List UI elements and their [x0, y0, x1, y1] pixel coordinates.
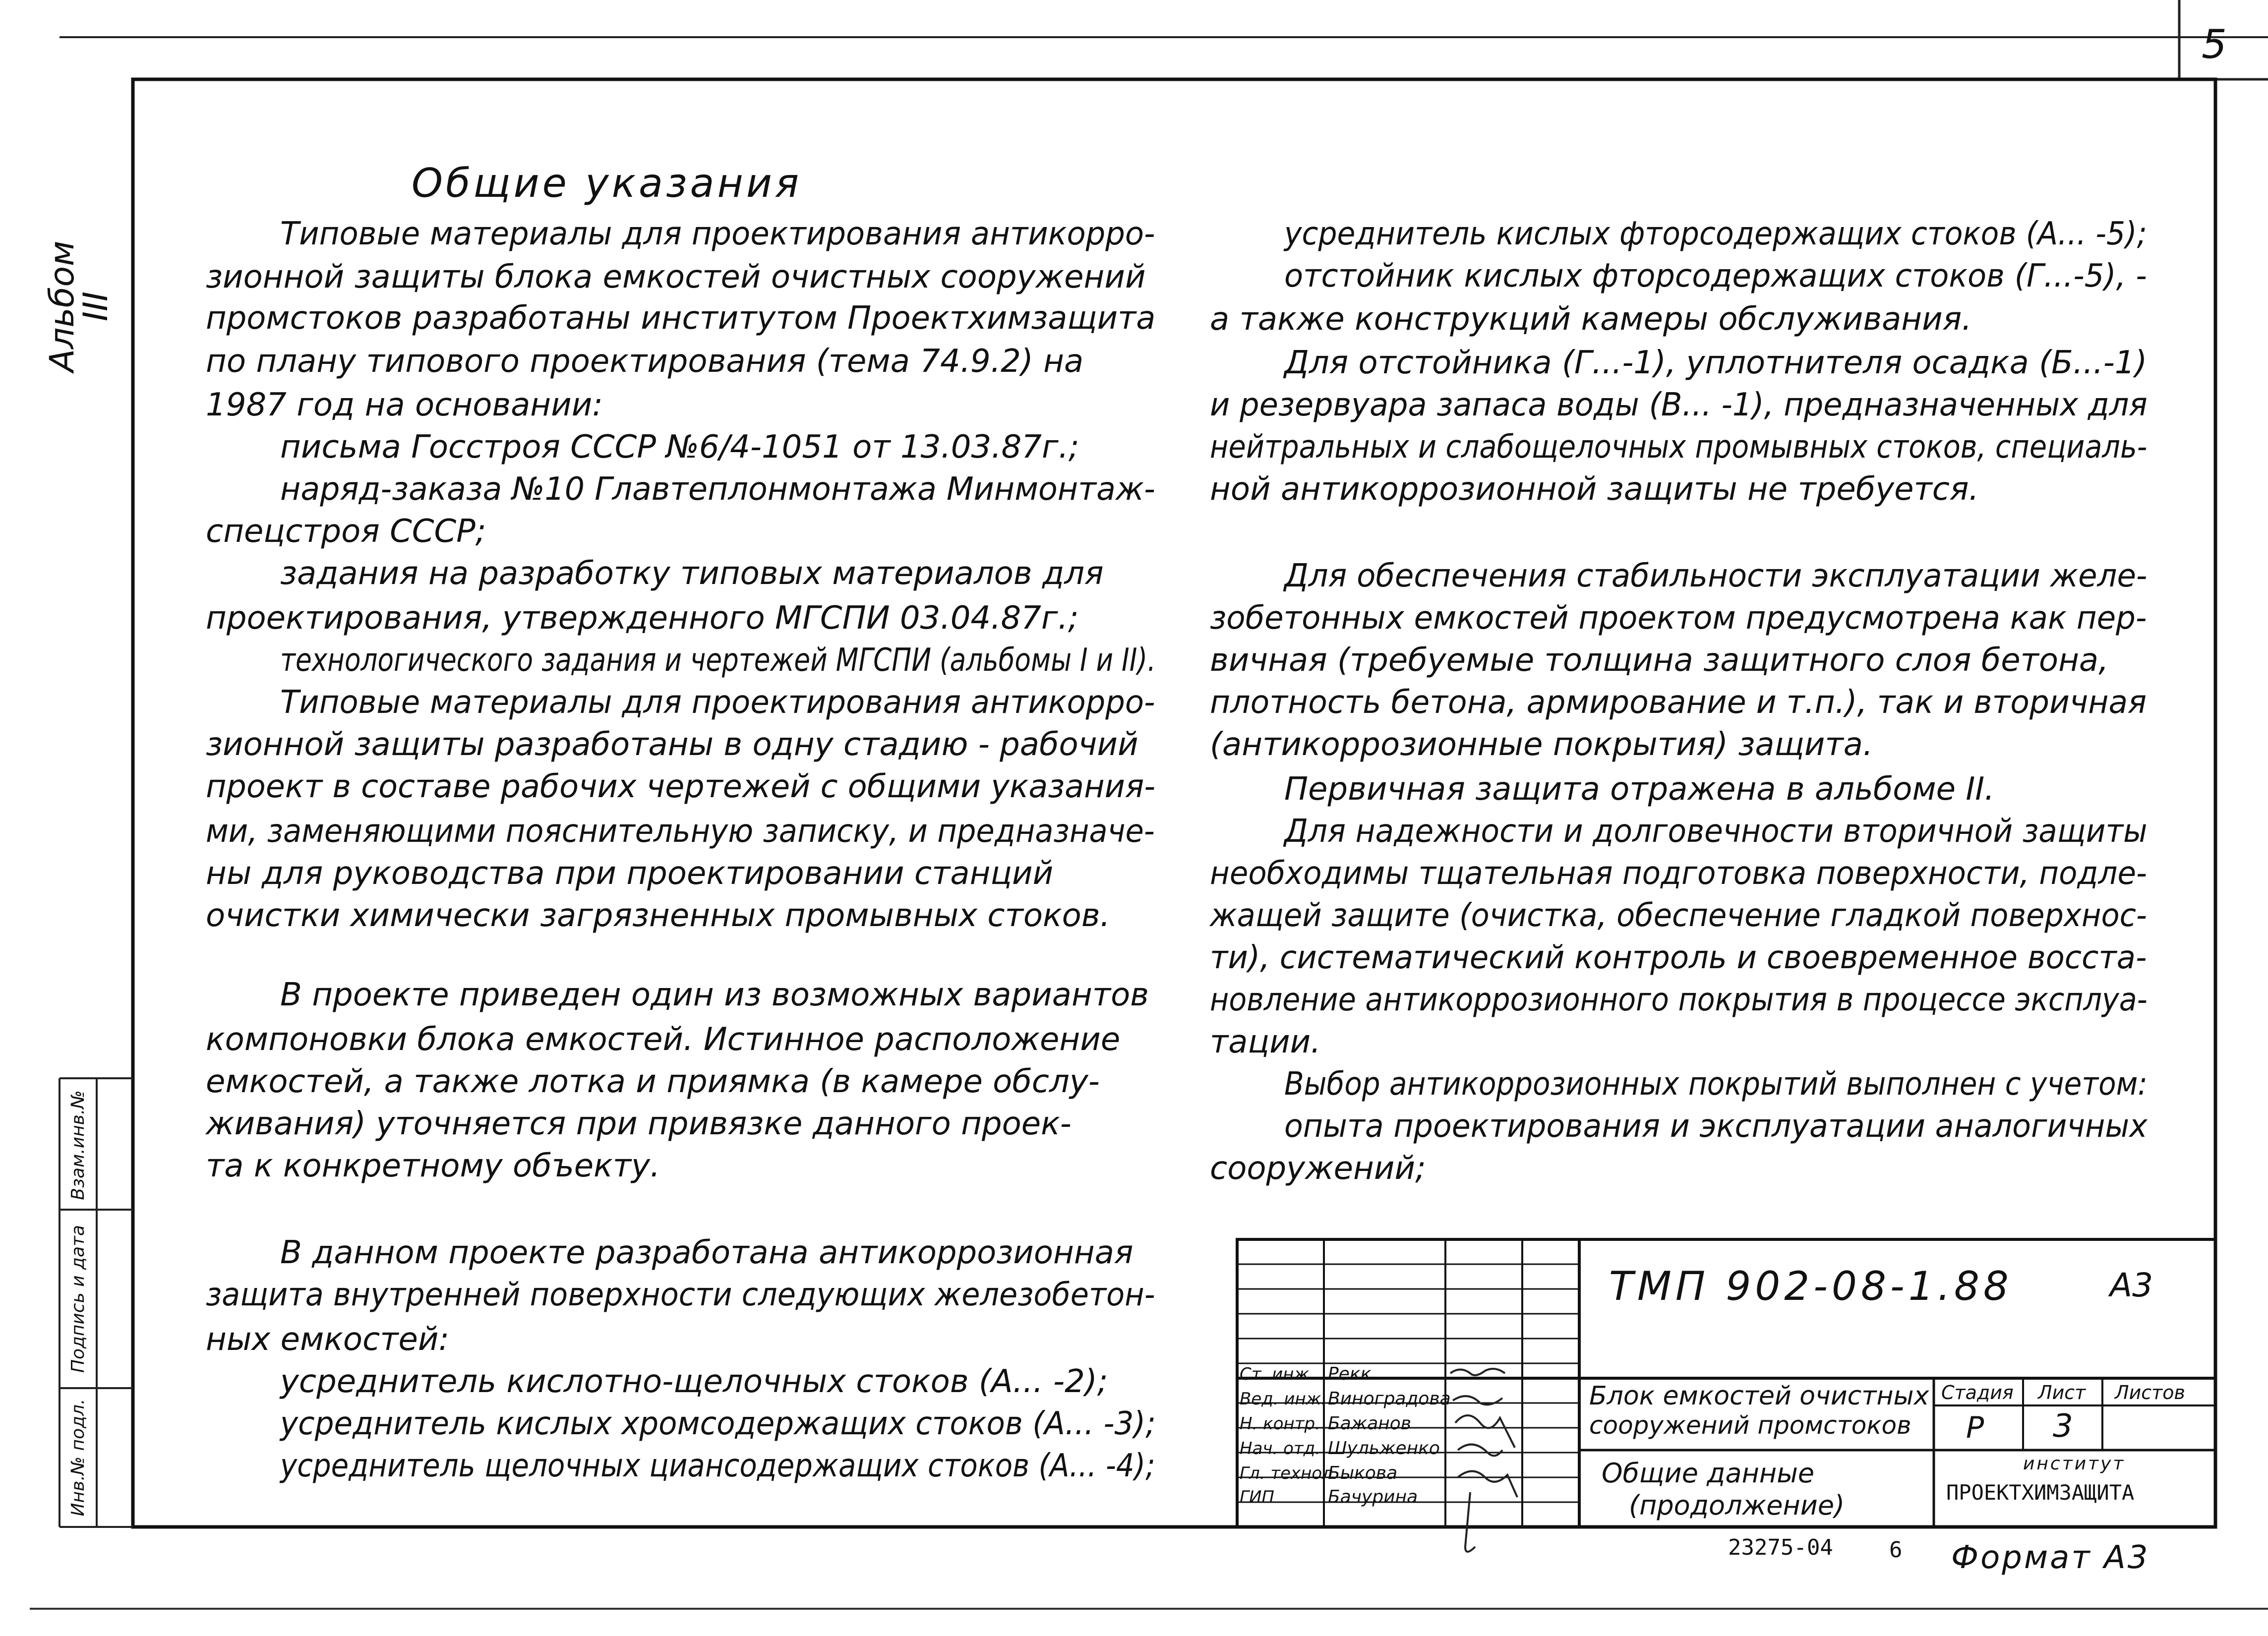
org-name: ПРОЕКТХИМЗАЩИТА: [1946, 1480, 2135, 1505]
left-paragraph-line: усреднитель кислотно-щелочных стоков (А... -2);: [280, 1363, 1108, 1400]
tb-name: Бачурина: [1328, 1487, 1418, 1507]
sheet-name-line2: (продолжение): [1629, 1490, 1845, 1521]
tb-role: Вед. инж.: [1240, 1389, 1327, 1409]
left-paragraph-line: по плану типового проектирования (тема 74.9.2) на: [206, 343, 1084, 380]
left-paragraph-line: ны для руководства при проектировании станций: [206, 855, 1054, 892]
right-paragraph-line: Для надежности и долговечности вторичной защиты: [1284, 813, 2148, 850]
left-paragraph-line: очистки химически загрязненных промывных стоков.: [206, 897, 1110, 934]
left-paragraph-line: технологического задания и чертежей МГСПИ (альбомы I и II).: [280, 642, 1156, 679]
tb-name: Быкова: [1328, 1463, 1398, 1483]
left-paragraph-line: емкостей, а также лотка и приямка (в камере обслу-: [206, 1063, 1100, 1100]
sheet-value: 3: [2053, 1408, 2073, 1445]
object-name-line2: сооружений промстоков: [1589, 1411, 1911, 1440]
tb-role: Ст. инж.: [1240, 1364, 1314, 1384]
stamp-replace-inv: Взам.инв.№: [68, 1090, 88, 1200]
stamp-signature-date: Подпись и дата: [68, 1225, 88, 1373]
right-paragraph-line: (антикоррозионные покрытия) защита.: [1210, 726, 1873, 763]
tb-role: Н. контр.: [1240, 1414, 1320, 1434]
album-label: Альбом III: [43, 240, 116, 372]
sheets-header: Листов: [2115, 1382, 2185, 1403]
stage-header: Стадия: [1941, 1382, 2014, 1403]
left-paragraph-line: та к конкретному объекту.: [206, 1148, 660, 1184]
inventory-sheet: 6: [1889, 1537, 1903, 1563]
left-paragraph-line: защита внутренней поверхности следующих железобетон-: [206, 1277, 1155, 1313]
right-paragraph-line: нейтральных и слабощелочных промывных стоков, специаль-: [1210, 429, 2148, 466]
sheet-header: Лист: [2038, 1382, 2086, 1403]
left-paragraph-line: наряд-заказа №10 Главтеплонмонтажа Минмонтаж-: [280, 471, 1155, 508]
org-label: институт: [2023, 1454, 2126, 1474]
stage-value: Р: [1966, 1410, 1984, 1445]
object-name-line1: Блок емкостей очистных: [1589, 1381, 1929, 1411]
right-paragraph-line: необходимы тщательная подготовка поверхности, подле-: [1210, 855, 2147, 892]
right-paragraph-line: вичная (требуемые толщина защитного слоя бетона,: [1210, 642, 2109, 679]
page-number: 5: [2202, 21, 2227, 67]
tb-role: ГИП: [1240, 1487, 1274, 1507]
right-paragraph-line: Для отстойника (Г...-1), уплотнителя осадка (Б...-1): [1284, 345, 2148, 381]
tb-name: Шульженко: [1328, 1438, 1440, 1459]
left-paragraph-line: задания на разработку типовых материалов для: [280, 555, 1104, 592]
tb-role: Гл. технол.: [1240, 1463, 1338, 1483]
right-paragraph-line: и резервуара запаса воды (В... -1), предназначенных для: [1210, 387, 2148, 423]
tb-name: Бажанов: [1328, 1413, 1412, 1434]
right-paragraph-line: жащей защите (очистка, обеспечение гладкой поверхнос-: [1210, 897, 2147, 934]
right-paragraph-line: ти), систематический контроль и своевременное восста-: [1210, 939, 2147, 976]
left-paragraph-line: проект в составе рабочих чертежей с общими указания-: [206, 768, 1156, 805]
right-paragraph-line: Выбор антикоррозионных покрытий выполнен с учетом:: [1284, 1066, 2148, 1103]
sheet-name-line1: Общие данные: [1602, 1458, 1815, 1489]
left-paragraph-line: промстоков разработаны институтом Проектхимзащита: [206, 300, 1156, 337]
sheet-format-code: А3: [2110, 1266, 2153, 1304]
right-paragraph-line: зобетонных емкостей проектом предусмотрена как пер-: [1210, 600, 2147, 637]
left-paragraph-line: Типовые материалы для проектирования антикорро-: [280, 216, 1155, 252]
right-paragraph-line: усреднитель кислых фторсодержащих стоков (А... -5);: [1284, 216, 2147, 252]
inventory-number: 23275-04: [1728, 1535, 1833, 1560]
left-paragraph-line: проектирования, утвержденного МГСПИ 03.04.87г.;: [206, 600, 1079, 637]
left-paragraph-line: 1987 год на основании:: [206, 387, 603, 423]
left-paragraph-line: спецстроя СССР;: [206, 513, 486, 550]
left-paragraph-line: живания) уточняется при привязке данного проек-: [206, 1106, 1072, 1142]
document-title: Общие указания: [412, 160, 802, 206]
left-paragraph-line: усреднитель кислых хромсодержащих стоков (А... -3);: [280, 1405, 1156, 1442]
left-paragraph-line: В данном проекте разработана антикоррозионная: [280, 1234, 1134, 1271]
left-paragraph-line: письма Госстроя СССР №6/4-1051 от 13.03.87г.;: [280, 429, 1079, 466]
left-paragraph-line: компоновки блока емкостей. Истинное расположение: [206, 1021, 1121, 1058]
left-paragraph-line: зионной защиты блока емкостей очистных сооружений: [206, 259, 1146, 295]
right-paragraph-line: тации.: [1210, 1024, 1321, 1060]
right-paragraph-line: Первичная защита отражена в альбоме II.: [1284, 771, 1995, 808]
right-paragraph-line: Для обеспечения стабильности эксплуатации желе-: [1284, 558, 2148, 594]
right-paragraph-line: а также конструкций камеры обслуживания.: [1210, 301, 1972, 338]
right-paragraph-line: плотность бетона, армирование и т.п.), так и вторичная: [1210, 684, 2147, 721]
tb-name: Рекк: [1328, 1364, 1372, 1384]
format-label: Формат А3: [1951, 1539, 2150, 1576]
right-paragraph-line: сооружений;: [1210, 1150, 1426, 1187]
stamp-inv-number: Инв.№ подл.: [68, 1399, 88, 1517]
left-paragraph-line: ми, заменяющими пояснительную записку, и предназначе-: [206, 813, 1155, 850]
right-paragraph-line: новление антикоррозионного покрытия в процессе эксплуа-: [1210, 982, 2148, 1018]
tb-role: Нач. отд.: [1240, 1439, 1321, 1459]
tb-name: Виноградова: [1328, 1389, 1451, 1409]
signatures: [1445, 1363, 1554, 1567]
left-paragraph-line: усреднитель щелочных циансодержащих стоков (А... -4);: [280, 1448, 1155, 1484]
left-paragraph-line: зионной защиты разработаны в одну стадию - рабочий: [206, 726, 1138, 763]
right-paragraph-line: опыта проектирования и эксплуатации аналогичных: [1284, 1108, 2148, 1145]
right-paragraph-line: ной антикоррозионной защиты не требуется.: [1210, 471, 1979, 508]
right-paragraph-line: отстойник кислых фторсодержащих стоков (Г...-5), -: [1284, 258, 2147, 294]
left-paragraph-line: Типовые материалы для проектирования антикорро-: [280, 684, 1155, 721]
left-paragraph-line: В проекте приведен один из возможных вариантов: [280, 977, 1149, 1013]
left-paragraph-line: ных емкостей:: [206, 1321, 450, 1358]
doc-code: ТМП 902-08-1.88: [1609, 1263, 2013, 1309]
